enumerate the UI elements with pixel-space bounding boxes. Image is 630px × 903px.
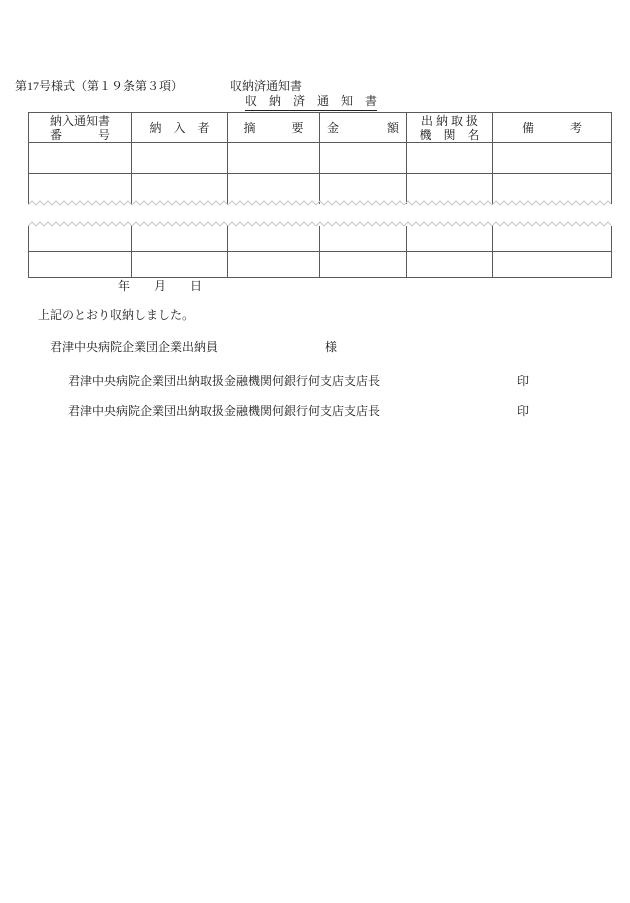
table-cell	[407, 226, 493, 251]
table-cell	[29, 143, 132, 174]
table-cell	[132, 143, 228, 174]
doc-label: 収納済通知書	[230, 79, 303, 93]
seal-mark: 印	[517, 404, 530, 418]
header-line1: 金 額	[326, 120, 399, 135]
table-row	[29, 251, 612, 277]
table-cell	[493, 174, 612, 204]
table-row	[29, 143, 612, 174]
table-cell	[228, 226, 320, 251]
doc-title: 収 納 済 通 知 書	[245, 94, 377, 111]
table-cell	[132, 226, 228, 251]
header-amount	[320, 113, 407, 143]
table-cell	[228, 174, 320, 204]
addressee-name: 君津中央病院企業団企業出納員	[50, 340, 219, 354]
addressee-line	[0, 340, 630, 354]
table-cell	[320, 143, 407, 174]
header-payer	[132, 113, 228, 143]
table-cell	[29, 174, 132, 204]
table-cell	[493, 226, 612, 251]
table-cell	[407, 251, 493, 277]
header-line1: 納入通知書	[49, 113, 110, 128]
table-cell	[493, 143, 612, 174]
table-cell	[320, 251, 407, 277]
table-row	[29, 174, 612, 204]
table-cell	[407, 143, 493, 174]
sender-name: 君津中央病院企業団出納取扱金融機関何銀行何支店支店長	[68, 374, 381, 388]
header-line1: 摘 要	[243, 120, 304, 135]
table-cell	[132, 174, 228, 204]
header-line1: 納 入 者	[149, 120, 210, 135]
table-cell	[493, 251, 612, 277]
table-cell	[228, 143, 320, 174]
table-header-row	[29, 113, 612, 143]
table-cell	[132, 251, 228, 277]
header-line1: 出 納 取 扱	[420, 113, 478, 128]
header-line1: 備 考	[521, 120, 582, 135]
notification-table-top	[28, 112, 612, 204]
table-cell	[320, 226, 407, 251]
sender-name: 君津中央病院企業団出納取扱金融機関何銀行何支店支店長	[68, 404, 381, 418]
header-notice-number	[29, 113, 132, 143]
table-cell	[228, 251, 320, 277]
header-cashier-institution	[407, 113, 493, 143]
sender-line-1	[0, 374, 630, 388]
header-line2: 機 関 名	[419, 127, 480, 142]
table-cell	[29, 226, 132, 251]
header-summary	[228, 113, 320, 143]
header-line2: 番 号	[49, 127, 110, 142]
table-row	[29, 226, 612, 251]
seal-mark: 印	[517, 374, 530, 388]
sender-line-2	[0, 404, 630, 418]
form-number: 第17号様式（第１９条第３項）	[15, 79, 184, 93]
notification-table-bottom	[28, 226, 612, 278]
table-cell	[407, 174, 493, 204]
addressee-honorific: 様	[325, 340, 338, 354]
torn-edge-upper	[28, 200, 611, 206]
table-cell	[320, 174, 407, 204]
table-cell	[29, 251, 132, 277]
header-remarks	[493, 113, 612, 143]
date-line: 年 月 日	[118, 279, 203, 293]
statement-text: 上記のとおり収納しました。	[38, 308, 195, 322]
